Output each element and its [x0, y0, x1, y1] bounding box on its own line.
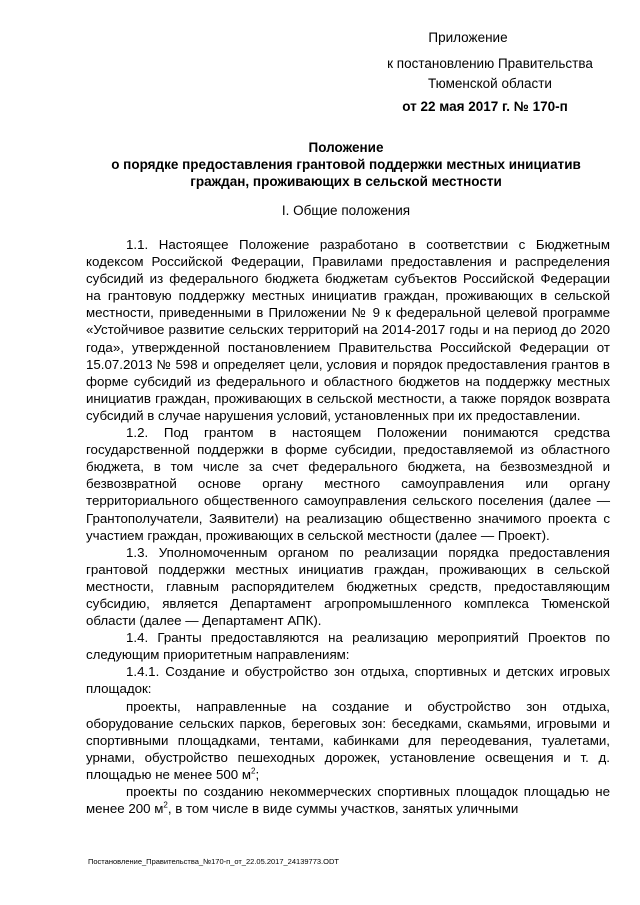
document-title: Положение: [308, 140, 384, 155]
document-body: [86, 236, 610, 817]
section-heading: I. Общие положения: [281, 203, 411, 218]
paragraph-1-4: 1.4. Гранты предоставляются на реализацию мероприятий Проектов по следующим приоритетным направлениям:: [86, 630, 610, 663]
appendix-label: Приложение: [428, 30, 508, 45]
file-footer: Постановление_Правительства_№170-п_от_22.05.2017_24139773.ODT: [88, 857, 339, 866]
paragraph-1-3: 1.3. Уполномоченным органом по реализации порядка предоставления грантовой поддержки местных инициатив граждан, проживающих в сельской местности, главным распорядителем бюджетных средств, предоставляющим субсидию, является Департамент агропромышленного комплекса Тюменской области (далее — Департамент АПК).: [86, 544, 610, 629]
paragraph-sports-grounds: [86, 783, 610, 817]
semicolon: ;: [255, 766, 260, 782]
sports-grounds-text-cont: , в том числе в виде суммы участков, занятых уличными: [167, 801, 519, 817]
paragraph-recreation-zones: [86, 698, 610, 783]
appendix-date-number: от 22 мая 2017 г. № 170-п: [402, 99, 568, 114]
appendix-region: Тюменской области: [428, 76, 552, 91]
superscript-square-2: 2: [163, 800, 168, 810]
sports-grounds-text: проекты по созданию некоммерческих спортивных площадок площадью не менее 200 м: [86, 784, 610, 817]
paragraph-1-4-1: 1.4.1. Создание и обустройство зон отдыха, спортивных и детских игровых площадок:: [86, 664, 610, 697]
recreation-zones-text: проекты, направленные на создание и обустройство зон отдыха, оборудование сельских парков, береговых зон: беседками, скамьями, игровыми и спортивными площадками, тентами, кабинками для переодевания, туалетами, урнами, обустройство пешеходных дорожек, установление освещения и т. д. площадью не менее 500 м: [86, 698, 610, 782]
paragraph-1-1: 1.1. Настоящее Положение разработано в соответствии с Бюджетным кодексом Российской Федерации, Правилами предоставления и распределения субсидий из федерального бюджета бюджетам субъектов Российской Федерации на грантовую поддержку местных инициатив граждан, проживающих в сельской местности, приведенными в Приложении № 9 к федеральной целевой программе «Устойчивое развитие сельских территорий на 2014-2017 годы и на период до 2020 года», утвержденной постановлением Правительства Российской Федерации от 15.07.2013 № 598 и определяет цели, условия и порядок предоставления грантов в форме субсидий из федерального и областного бюджетов на поддержку местных инициатив граждан, проживающих в сельской местности, а также порядок возврата субсидий в случае нарушения условий, установленных при их предоставлении.: [86, 237, 610, 423]
paragraph-1-2: 1.2. Под грантом в настоящем Положении понимаются средства государственной поддержки в форме субсидии, предоставляемой из областного бюджета, в том числе за счет федерального бюджета, на безвозмездной и безвозвратной основе органу местного самоуправления или органу территориального общественного самоуправления сельского поселения (далее — Грантополучатели, Заявители) на реализацию общественно значимого проекта с участием граждан, проживающих в сельской местности (далее — Проект).: [86, 425, 610, 543]
document-subtitle-line2: граждан, проживающих в сельской местности: [190, 174, 502, 189]
document-subtitle-line1: о порядке предоставления грантовой поддержки местных инициатив: [111, 157, 581, 172]
appendix-resolution: к постановлению Правительства: [387, 56, 593, 71]
superscript-square: 2: [251, 766, 256, 776]
